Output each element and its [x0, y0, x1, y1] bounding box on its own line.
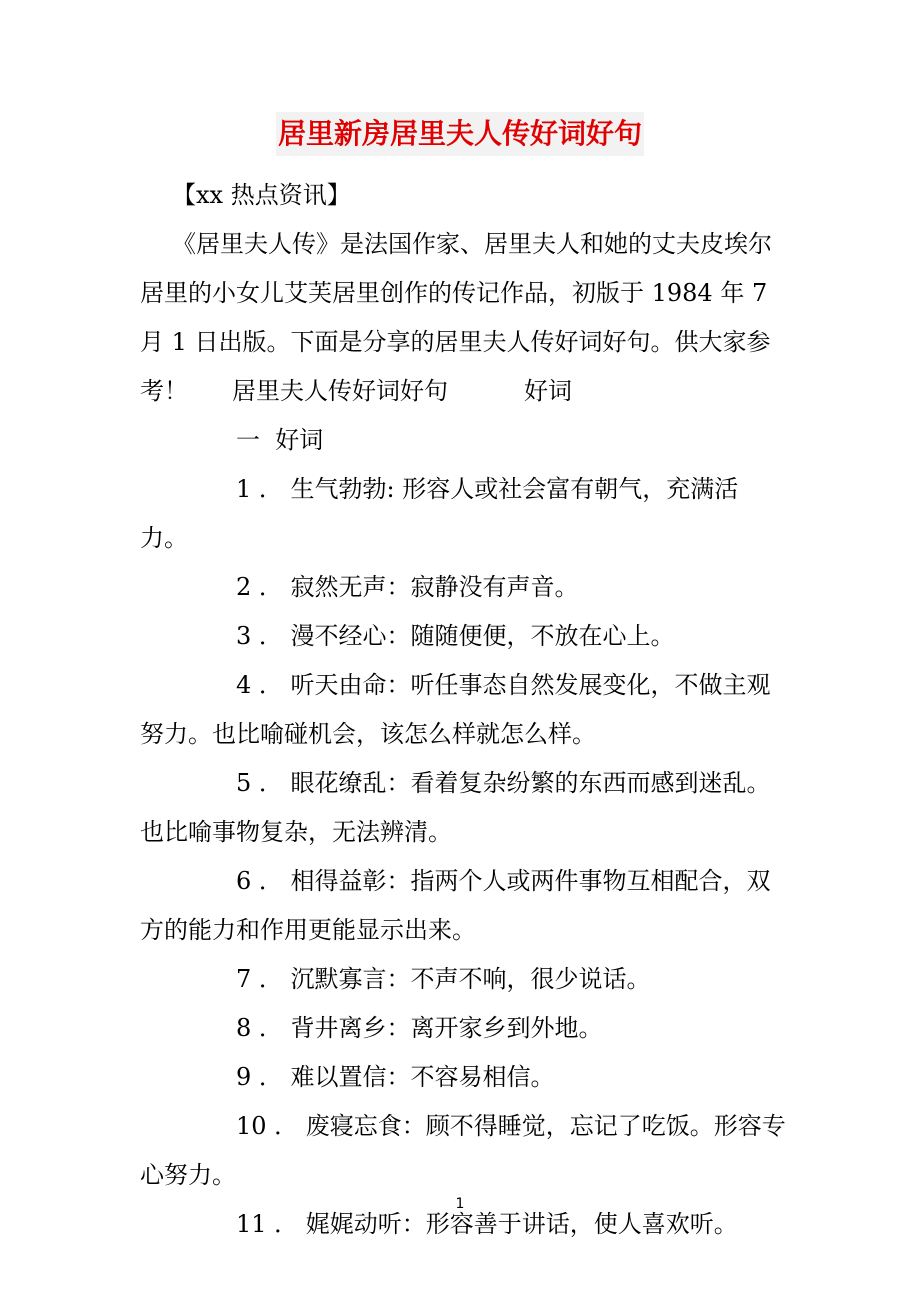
- list-item: 11 ． 娓娓动听：形容善于讲话，使人喜欢听。: [236, 1210, 738, 1238]
- list-item: 10 ． 废寝忘食：顾不得睡觉，忘记了吃饭。形容专心努力。: [140, 1112, 786, 1189]
- document-title: 居里新房居里夫人传好词好句: [276, 112, 644, 156]
- list-item: 1 ． 生气勃勃: 形容人或社会富有朝气，充满活力。: [140, 475, 739, 552]
- list-item: 3 ． 漫不经心：随随便便，不放在心上。: [236, 622, 675, 650]
- list-item: 6 ． 相得益彰：指两个人或两件事物互相配合，双方的能力和作用更能显示出来。: [140, 867, 771, 944]
- list-item: 7 ． 沉默寡言：不声不响，很少说话。: [236, 965, 651, 993]
- page-number: 1: [455, 1196, 465, 1212]
- intro-text: 《居里夫人传》是法国作家、居里夫人和她的丈夫皮埃尔居里的小女儿艾芙居里创作的传记作品，初版于 1984 年 7 月 1 日出版。下面是分享的居里夫人传好词好句。供大家参考！: [140, 230, 775, 405]
- intro-paragraph: [140, 220, 786, 416]
- intro-subheading-2: 好词: [524, 377, 572, 405]
- intro-subheading-1: 居里夫人传好词好句: [232, 377, 448, 405]
- source-tag: 【xx 热点资讯】: [172, 181, 351, 209]
- title-container: [0, 112, 920, 156]
- document-body: [140, 171, 786, 1249]
- list-item: 8 ． 背井离乡：离开家乡到外地。: [236, 1014, 603, 1042]
- list-item: 9 ． 难以置信：不容易相信。: [236, 1063, 555, 1091]
- section-heading: 一 好词: [236, 426, 324, 454]
- list-item: 2 ． 寂然无声：寂静没有声音。: [236, 573, 579, 601]
- list-item: 4 ． 听天由命：听任事态自然发展变化，不做主观努力。也比喻碰机会，该怎么样就怎么样。: [140, 671, 771, 748]
- list-item: 5 ． 眼花缭乱：看着复杂纷繁的东西而感到迷乱。也比喻事物复杂，无法辨清。: [140, 769, 771, 846]
